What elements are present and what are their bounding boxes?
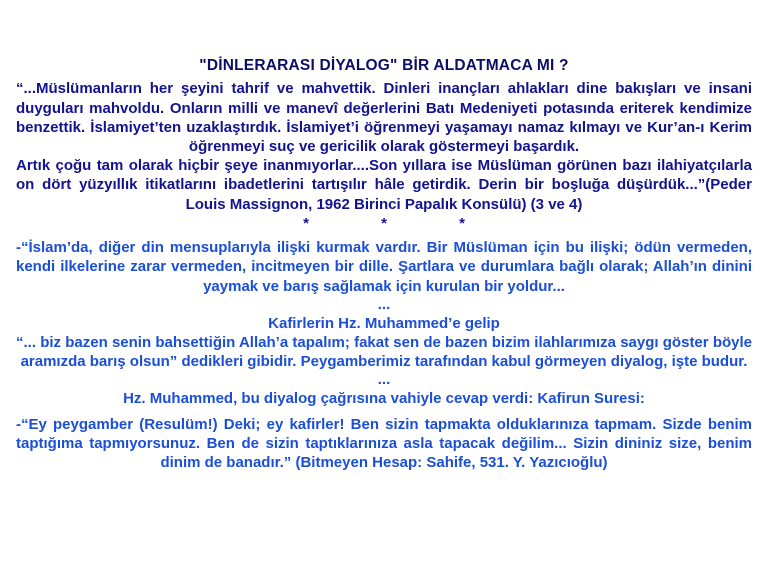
body-paragraph-2: “... biz bazen senin bahsettiğin Allah’a tapalım; fakat sen de bazen bizim ilahlarımıza saygı göster böyle aramızda barış olsun” dedikleri gibidir. Peygamberimiz tarafından kabul görmeyen diyalog, işte budur. (16, 333, 752, 371)
quote-paragraph-2: Artık çoğu tam olarak hiçbir şeye inanmıyorlar....Son yıllara ise Müslüman görünen bazı ilahiyatçılarla on dört yüzyıllık itikatlarını ibadetlerini tartışılır hâle getirdik. Derin bir boşluğa düşürdük...”(Peder Louis Massignon, 1962 Birinci Papalık Konsülü) (3 ve 4) (16, 157, 752, 213)
body-paragraph-3: -“Ey peygamber (Resulüm!) Deki; ey kafirler! Ben sizin tapmakta olduklarınıza tapmam. Sizde benim taptığıma tapmıyorsunuz. Ben de sizin taptıklarınıza asla tapacak değilim... Sizin dininiz size, benim dinim de banadır.” (Bitmeyen Hesap: Sahife, 531. Y. Yazıcıoğlu) (16, 415, 752, 471)
ellipsis-divider-2: ... (377, 371, 391, 389)
subheading-2: Hz. Muhammed, bu diyalog çağrısına vahiyle cevap verdi: Kafirun Suresi: (123, 390, 645, 408)
quote-paragraph-1: “...Müslümanların her şeyini tahrif ve mahvettik. Dinleri inançları ahlakları dine bakışları ve insani duyguları mahvoldu. Onların milli ve manevî değerlerini Batı Medeniyeti potasında eriterek kendimize benzettik. İslamiyet’ten uzaklaştırdık. İslamiyet’i öğrenmeyi yaşamayı namaz kılmayı ve Kur’an-ı Kerim öğrenmeyi suç ve gericilik olarak göstermeyi başardık. (16, 80, 752, 155)
subheading-1: Kafirlerin Hz. Muhammed’e gelip (268, 314, 500, 332)
star-separator: * * * (303, 214, 499, 232)
body-paragraph-1: -“İslam’da, diğer din mensuplarıyla ilişki kurmak vardır. Bir Müslüman için bu ilişki; ödün vermeden, kendi ilkelerine zarar vermeden, incitmeyen bir dille. Şartlara ve durumlara bağlı olarak; Allah’ın dinini yaymak ve barış sağlamak için kurulan bir yoldur... (16, 239, 752, 295)
page-title: "DİNLERARASI DİYALOG" BİR ALDATMACA MI ? (199, 57, 569, 74)
ellipsis-divider-1: ... (377, 295, 391, 313)
